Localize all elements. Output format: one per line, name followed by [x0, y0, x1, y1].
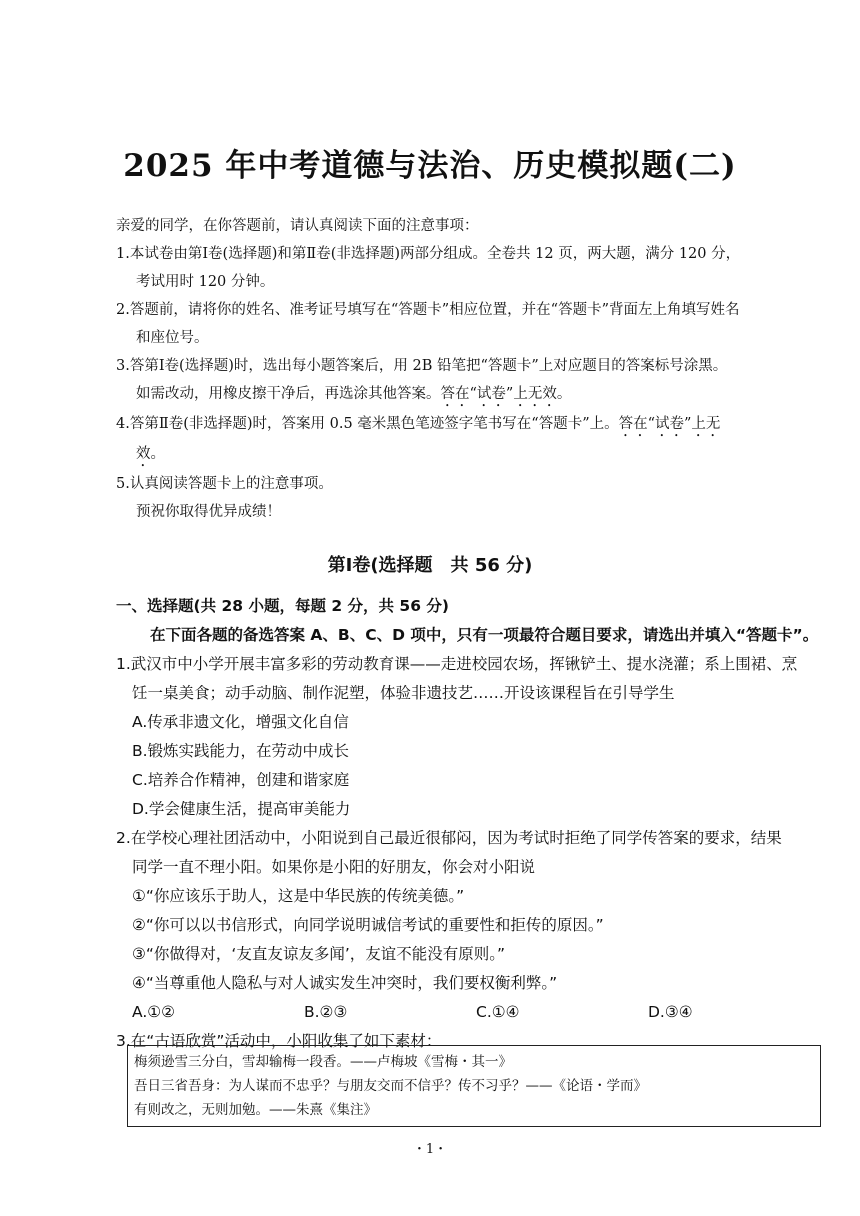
q2-stem-line-2: 同学一直不理小阳。如果你是小阳的好朋友，你会对小阳说	[132, 858, 536, 876]
notice-item-1-line-2: 考试用时 120 分钟。	[136, 274, 275, 290]
q2-statement-1: ①“你应该乐于助人，这是中华民族的传统美德。”	[132, 887, 465, 905]
q1-option-a: A.传承非遗文化，增强文化自信	[132, 713, 349, 731]
q3-stem: 3.在“古语欣赏”活动中，小阳收集了如下素材：	[116, 1032, 442, 1050]
notice-item-3-line-2	[116, 380, 828, 410]
questions-section	[116, 592, 830, 1056]
emphasis-text: 答在“试卷”上无	[618, 416, 721, 432]
notice-item-4-line-2	[116, 440, 828, 470]
notice-section	[116, 212, 828, 526]
q2-option-a: A.①②	[132, 1003, 176, 1021]
notice-item-3	[116, 352, 828, 380]
section-title: 第Ⅰ卷(选择题 共 56 分)	[327, 555, 533, 576]
notice-item-3-text: 如需改动，用橡皮擦干净后，再选涂其他答案。	[136, 386, 441, 402]
notice-item-4-text: 4.答第Ⅱ卷(非选择题)时，答案用 0.5 毫米黑色笔迹签字笔书写在“答题卡”上。	[116, 416, 619, 432]
notice-item-2-line-2: 和座位号。	[136, 330, 209, 346]
q2-stem-line-1: 2.在学校心理社团活动中，小阳说到自己最近很郁闷，因为考试时拒绝了同学传答案的要求，结果	[116, 829, 782, 847]
notice-intro: 亲爱的同学，在你答题前，请认真阅读下面的注意事项：	[116, 218, 479, 234]
notice-item-1-line-1: 1.本试卷由第Ⅰ卷(选择题)和第Ⅱ卷(非选择题)两部分组成。全卷共 12 页，两大题，满分 120 分，	[116, 246, 741, 262]
q2-statement-3: ③“你做得对，‘友直友谅友多闻’，友谊不能没有原则。”	[132, 945, 506, 963]
notice-wish: 预祝你取得优异成绩！	[136, 504, 281, 520]
quote-box	[127, 1045, 821, 1127]
notice-item-3-line-1: 3.答第Ⅰ卷(选择题)时，选出每小题答案后，用 2B 铅笔把“答题卡”上对应题目的答案标号涂黑。	[116, 358, 728, 374]
q1-stem-line-1: 1.武汉市中小学开展丰富多彩的劳动教育课——走进校园农场，挥锹铲土、提水浇灌；系上围裙、烹	[116, 655, 798, 673]
notice-item-2-line-1: 2.答题前，请将你的姓名、准考证号填写在“答题卡”相应位置，并在“答题卡”背面左上角填写姓名	[116, 302, 740, 318]
quote-line-1: 梅须逊雪三分白，雪却输梅一段香。——卢梅坡《雪梅・其一》	[134, 1054, 512, 1070]
quote-line-3: 有则改之，无则加勉。——朱熹《集注》	[134, 1102, 377, 1118]
q1-option-b: B.锻炼实践能力，在劳动中成长	[132, 742, 350, 760]
part-heading: 一、选择题(共 28 小题，每题 2 分，共 56 分)	[116, 597, 449, 615]
q2-option-c: C.①④	[476, 1003, 520, 1021]
q2-options	[116, 998, 830, 1027]
notice-item-4-end: 。	[150, 446, 165, 462]
q2-option-b: B.②③	[304, 1003, 348, 1021]
quote-line-2: 吾日三省吾身：为人谋而不忠乎？与朋友交而不信乎？传不习乎？——《论语・学而》	[134, 1078, 647, 1094]
instruction: 在下面各题的备选答案 A、B、C、D 项中，只有一项最符合题目要求，请选出并填入“答题卡”。	[150, 626, 819, 644]
emphasis-text: 效	[136, 446, 151, 462]
notice-item-5: 5.认真阅读答题卡上的注意事项。	[116, 476, 333, 492]
notice-item-3-end: 。	[556, 386, 572, 402]
q2-statement-2: ②“你可以以书信形式，向同学说明诚信考试的重要性和拒传的原因。”	[132, 916, 604, 934]
q1-option-d: D.学会健康生活，提高审美能力	[132, 800, 351, 818]
exam-title: 2025 年中考道德与法治、历史模拟题(二)	[123, 148, 737, 184]
page-number: ・1・	[412, 1142, 448, 1157]
notice-item-2	[116, 296, 828, 324]
notice-item-4	[116, 410, 828, 440]
q2-option-d: D.③④	[648, 1003, 693, 1021]
q1-stem-line-2: 饪一桌美食；动手动脑、制作泥塑，体验非遗技艺……开设该课程旨在引导学生	[132, 684, 675, 702]
q2-statement-4: ④“当尊重他人隐私与对人诚实发生冲突时，我们要权衡利弊。”	[132, 974, 558, 992]
q1-option-c: C.培养合作精神，创建和谐家庭	[132, 771, 350, 789]
notice-item-1	[116, 240, 828, 268]
emphasis-text: 答在“试卷”上无效	[440, 386, 557, 402]
